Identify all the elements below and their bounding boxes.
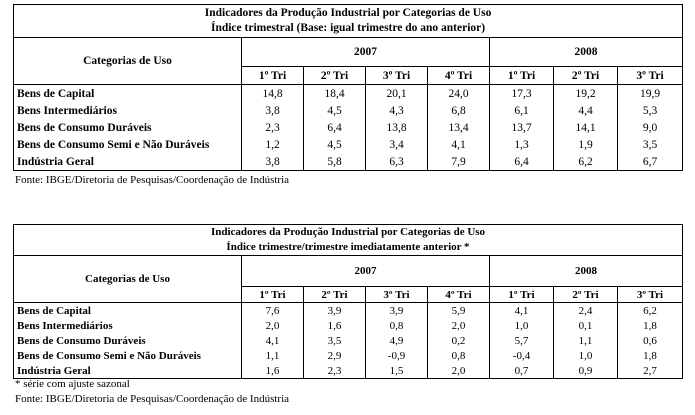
table-row: [14, 119, 683, 136]
year-2007-header: 2007: [242, 38, 490, 67]
value-cell: 1,8: [618, 348, 683, 363]
value-cell: 2,7: [618, 363, 683, 379]
value-cell: 3,5: [618, 136, 683, 153]
table-row: [14, 333, 683, 348]
value-cell: 1,6: [242, 363, 304, 379]
table-row: [14, 85, 683, 103]
value-cell: 13,8: [366, 119, 428, 136]
category-header: Categorias de Uso: [14, 256, 242, 303]
value-cell: 4,1: [490, 303, 554, 319]
seasonal-adjustment-note: * série com ajuste sazonal: [15, 378, 130, 390]
value-cell: 3,5: [304, 333, 366, 348]
quarter-header: 3º Tri: [366, 287, 428, 303]
value-cell: 2,0: [242, 318, 304, 333]
value-cell: 2,4: [554, 303, 618, 319]
value-cell: 5,8: [304, 153, 366, 171]
table-title-line1: Indicadores da Produção Industrial por Categorias de Uso: [210, 226, 486, 238]
value-cell: 13,7: [490, 119, 554, 136]
value-cell: 6,4: [490, 153, 554, 171]
table-row: [14, 348, 683, 363]
quarter-header: 2º Tri: [554, 67, 618, 85]
value-cell: 1,9: [554, 136, 618, 153]
value-cell: 1,0: [490, 318, 554, 333]
value-cell: 4,3: [366, 102, 428, 119]
row-label: Bens de Consumo Duráveis: [14, 119, 242, 136]
value-cell: 0,8: [366, 318, 428, 333]
value-cell: 3,4: [366, 136, 428, 153]
value-cell: 1,6: [304, 318, 366, 333]
value-cell: 0,9: [554, 363, 618, 379]
value-cell: 0,1: [554, 318, 618, 333]
source-note: Fonte: IBGE/Diretoria de Pesquisas/Coordenação de Indústria: [15, 174, 290, 186]
year-2008-header: 2008: [490, 38, 683, 67]
value-cell: 0,2: [428, 333, 490, 348]
table-row: [14, 363, 683, 379]
value-cell: 2,0: [428, 318, 490, 333]
value-cell: 6,4: [304, 119, 366, 136]
table-title-line1: Indicadores da Produção Industrial por Categorias de Uso: [204, 7, 492, 19]
value-cell: 6,8: [428, 102, 490, 119]
value-cell: 1,3: [490, 136, 554, 153]
value-cell: 6,2: [554, 153, 618, 171]
table-title: [14, 5, 683, 38]
value-cell: 0,6: [618, 333, 683, 348]
value-cell: -0,9: [366, 348, 428, 363]
value-cell: 5,3: [618, 102, 683, 119]
value-cell: 14,8: [242, 85, 304, 103]
value-cell: 1,5: [366, 363, 428, 379]
quarter-header: 1º Tri: [490, 67, 554, 85]
table-title: [14, 225, 683, 256]
value-cell: 2,9: [304, 348, 366, 363]
value-cell: 3,8: [242, 102, 304, 119]
row-label: Bens Intermediários: [14, 102, 242, 119]
value-cell: 6,2: [618, 303, 683, 319]
value-cell: 4,5: [304, 102, 366, 119]
value-cell: 19,9: [618, 85, 683, 103]
value-cell: 0,8: [428, 348, 490, 363]
value-cell: 6,3: [366, 153, 428, 171]
value-cell: -0,4: [490, 348, 554, 363]
table-row: [14, 136, 683, 153]
row-label: Bens de Consumo Semi e Não Duráveis: [14, 136, 242, 153]
table-quarter-over-quarter: [13, 224, 683, 379]
quarter-header: 2º Tri: [304, 287, 366, 303]
value-cell: 17,3: [490, 85, 554, 103]
row-label: Bens de Capital: [14, 85, 242, 103]
value-cell: 4,1: [428, 136, 490, 153]
value-cell: 7,6: [242, 303, 304, 319]
quarter-header: 3º Tri: [366, 67, 428, 85]
row-label: Bens de Consumo Semi e Não Duráveis: [14, 348, 242, 363]
value-cell: 19,2: [554, 85, 618, 103]
year-2007-header: 2007: [242, 256, 490, 287]
table-title-line2: Índice trimestre/trimestre imediatamente anterior *: [226, 241, 470, 253]
category-header: Categorias de Uso: [14, 38, 242, 85]
quarter-header: 1º Tri: [242, 67, 304, 85]
value-cell: 3,9: [304, 303, 366, 319]
quarter-header: 1º Tri: [490, 287, 554, 303]
value-cell: 9,0: [618, 119, 683, 136]
year-2008-header: 2008: [490, 256, 683, 287]
table-row: [14, 153, 683, 171]
value-cell: 13,4: [428, 119, 490, 136]
row-label: Indústria Geral: [14, 363, 242, 379]
value-cell: 2,3: [304, 363, 366, 379]
table-title-line2: Índice trimestral (Base: igual trimestre do ano anterior): [210, 22, 486, 34]
row-label: Indústria Geral: [14, 153, 242, 171]
value-cell: 14,1: [554, 119, 618, 136]
value-cell: 18,4: [304, 85, 366, 103]
quarter-header: 3º Tri: [618, 287, 683, 303]
value-cell: 3,8: [242, 153, 304, 171]
value-cell: 5,9: [428, 303, 490, 319]
table-row: [14, 303, 683, 319]
row-label: Bens Intermediários: [14, 318, 242, 333]
value-cell: 1,1: [554, 333, 618, 348]
table-quarterly-index: [13, 4, 683, 171]
source-note: Fonte: IBGE/Diretoria de Pesquisas/Coordenação de Indústria: [15, 393, 290, 405]
value-cell: 2,0: [428, 363, 490, 379]
value-cell: 1,0: [554, 348, 618, 363]
value-cell: 1,1: [242, 348, 304, 363]
value-cell: 4,4: [554, 102, 618, 119]
value-cell: 0,7: [490, 363, 554, 379]
value-cell: 6,1: [490, 102, 554, 119]
value-cell: 6,7: [618, 153, 683, 171]
value-cell: 7,9: [428, 153, 490, 171]
value-cell: 3,9: [366, 303, 428, 319]
quarter-header: 4º Tri: [428, 67, 490, 85]
quarter-header: 3º Tri: [618, 67, 683, 85]
value-cell: 2,3: [242, 119, 304, 136]
value-cell: 4,5: [304, 136, 366, 153]
value-cell: 24,0: [428, 85, 490, 103]
quarter-header: 4º Tri: [428, 287, 490, 303]
value-cell: 4,1: [242, 333, 304, 348]
value-cell: 20,1: [366, 85, 428, 103]
value-cell: 1,8: [618, 318, 683, 333]
value-cell: 5,7: [490, 333, 554, 348]
table-row: [14, 102, 683, 119]
row-label: Bens de Consumo Duráveis: [14, 333, 242, 348]
quarter-header: 1º Tri: [242, 287, 304, 303]
table-row: [14, 318, 683, 333]
row-label: Bens de Capital: [14, 303, 242, 319]
quarter-header: 2º Tri: [304, 67, 366, 85]
value-cell: 4,9: [366, 333, 428, 348]
quarter-header: 2º Tri: [554, 287, 618, 303]
value-cell: 1,2: [242, 136, 304, 153]
